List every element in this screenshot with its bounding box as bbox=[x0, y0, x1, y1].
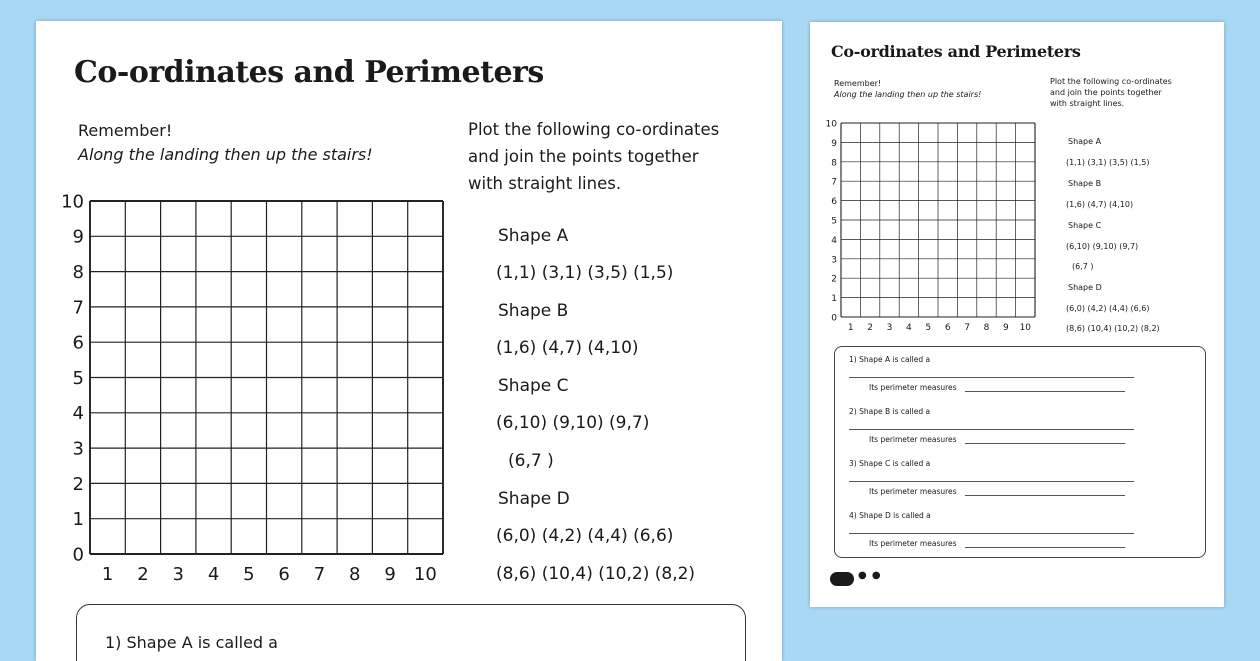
coordinate-grid bbox=[822, 114, 1047, 344]
question-3: 3) Shape C is called a bbox=[849, 459, 931, 468]
y-tick-label: 2 bbox=[831, 274, 837, 285]
shape-label: Shape A bbox=[498, 226, 569, 246]
answer-line bbox=[849, 533, 1134, 534]
shape-label: Shape A bbox=[1068, 137, 1102, 146]
y-tick-label: 7 bbox=[831, 177, 837, 188]
x-tick-label: 1 bbox=[847, 323, 854, 333]
instruction-line: and join the points together bbox=[1050, 88, 1162, 97]
answer-line bbox=[965, 547, 1125, 548]
shape-label: Shape C bbox=[498, 376, 569, 396]
answer-line bbox=[849, 377, 1134, 378]
remember-tip: Along the landing then up the stairs! bbox=[834, 90, 982, 99]
shape-coordinates: (6,7 ) bbox=[1072, 262, 1094, 271]
shape-label: Shape D bbox=[1068, 283, 1102, 292]
worksheet-page-thumbnail bbox=[810, 22, 1224, 607]
worksheet-page-large bbox=[36, 21, 782, 661]
shape-coordinates: (1,6) (4,7) (4,10) bbox=[1066, 200, 1134, 209]
y-tick-label: 10 bbox=[61, 193, 84, 213]
remember-label: Remember! bbox=[834, 79, 882, 88]
answer-line bbox=[965, 495, 1125, 496]
y-tick-label: 6 bbox=[72, 332, 84, 354]
shape-coordinates: (1,1) (3,1) (3,5) (1,5) bbox=[496, 263, 674, 283]
x-tick-label: 9 bbox=[384, 564, 396, 585]
perimeter-label: Its perimeter measures bbox=[869, 383, 957, 392]
y-tick-label: 5 bbox=[831, 216, 837, 227]
y-tick-label: 3 bbox=[831, 255, 837, 266]
shape-coordinates: (6,10) (9,10) (9,7) bbox=[1066, 242, 1139, 251]
x-tick-label: 8 bbox=[349, 564, 361, 585]
question-1: 1) Shape A is called a bbox=[849, 355, 931, 364]
remember-note bbox=[78, 119, 373, 167]
answer-line bbox=[965, 443, 1125, 444]
remember-note bbox=[834, 78, 981, 100]
y-tick-label: 9 bbox=[72, 226, 84, 248]
perimeter-label: Its perimeter measures bbox=[869, 435, 957, 444]
x-tick-label: 9 bbox=[1003, 323, 1009, 333]
y-tick-label: 8 bbox=[72, 261, 84, 283]
answer-line bbox=[965, 391, 1125, 392]
instruction-line: with straight lines. bbox=[1050, 99, 1125, 108]
y-tick-label: 10 bbox=[825, 119, 837, 130]
x-tick-label: 6 bbox=[944, 323, 951, 333]
x-tick-label: 10 bbox=[413, 564, 437, 585]
shape-coordinates: (8,6) (10,4) (10,2) (8,2) bbox=[1066, 324, 1160, 333]
publisher-logo bbox=[830, 572, 854, 586]
instruction-line: Plot the following co-ordinates bbox=[468, 120, 720, 139]
x-tick-label: 6 bbox=[278, 564, 290, 585]
shape-coordinates: (6,0) (4,2) (4,4) (6,6) bbox=[1066, 304, 1150, 313]
y-tick-label: 1 bbox=[72, 509, 84, 531]
shape-coordinates: (1,6) (4,7) (4,10) bbox=[496, 338, 639, 358]
instruction-line: with straight lines. bbox=[468, 174, 622, 193]
x-tick-label: 7 bbox=[313, 564, 326, 585]
shape-coordinates: (6,10) (9,10) (9,7) bbox=[496, 413, 650, 433]
y-tick-label: 9 bbox=[831, 138, 837, 149]
worksheet-title: Co-ordinates and Perimeters bbox=[831, 42, 1081, 61]
y-tick-label: 6 bbox=[831, 197, 837, 208]
y-tick-label: 0 bbox=[831, 313, 837, 324]
question-1: 1) Shape A is called a bbox=[105, 633, 278, 652]
remember-label: Remember! bbox=[78, 121, 173, 140]
instructions bbox=[1050, 76, 1215, 109]
question-box bbox=[76, 604, 746, 661]
answer-line bbox=[849, 429, 1134, 430]
answer-line bbox=[849, 481, 1134, 482]
y-tick-label: 2 bbox=[72, 473, 84, 495]
worksheet-title: Co-ordinates and Perimeters bbox=[74, 55, 544, 90]
y-tick-label: 4 bbox=[72, 403, 84, 425]
remember-tip: Along the landing then up the stairs! bbox=[78, 145, 373, 164]
instructions bbox=[468, 116, 768, 197]
y-tick-label: 4 bbox=[831, 235, 837, 246]
footer-dots: ● ● bbox=[858, 570, 882, 581]
y-tick-label: 8 bbox=[831, 158, 837, 169]
instruction-line: and join the points together bbox=[468, 147, 699, 166]
question-box bbox=[834, 346, 1206, 558]
y-tick-label: 7 bbox=[72, 297, 84, 319]
x-tick-label: 2 bbox=[867, 323, 873, 333]
shape-label: Shape D bbox=[498, 489, 570, 509]
y-tick-label: 3 bbox=[72, 438, 84, 460]
x-tick-label: 8 bbox=[983, 323, 990, 333]
x-tick-label: 10 bbox=[1019, 323, 1032, 333]
shape-coordinates: (6,0) (4,2) (4,4) (6,6) bbox=[496, 526, 674, 546]
perimeter-label: Its perimeter measures bbox=[869, 539, 957, 548]
shape-coordinates: (6,7 ) bbox=[508, 451, 554, 471]
y-tick-label: 5 bbox=[72, 367, 84, 389]
x-tick-label: 4 bbox=[906, 323, 912, 333]
coordinate-grid bbox=[61, 193, 481, 613]
x-tick-label: 5 bbox=[925, 323, 932, 333]
x-tick-label: 4 bbox=[207, 564, 220, 585]
x-tick-label: 5 bbox=[243, 564, 255, 585]
question-4: 4) Shape D is called a bbox=[849, 511, 931, 520]
x-tick-label: 3 bbox=[172, 564, 184, 585]
y-tick-label: 1 bbox=[831, 294, 837, 305]
shape-label: Shape C bbox=[1068, 221, 1102, 230]
x-tick-label: 7 bbox=[964, 323, 970, 333]
shape-coordinates: (1,1) (3,1) (3,5) (1,5) bbox=[1066, 158, 1150, 167]
perimeter-label: Its perimeter measures bbox=[869, 487, 957, 496]
x-tick-label: 1 bbox=[101, 564, 114, 585]
y-tick-label: 0 bbox=[72, 544, 84, 566]
question-2: 2) Shape B is called a bbox=[849, 407, 931, 416]
instruction-line: Plot the following co-ordinates bbox=[1050, 77, 1172, 86]
x-tick-label: 2 bbox=[137, 564, 149, 585]
shape-label: Shape B bbox=[498, 301, 569, 321]
x-tick-label: 3 bbox=[886, 323, 893, 333]
shape-coordinates: (8,6) (10,4) (10,2) (8,2) bbox=[496, 564, 696, 584]
shape-label: Shape B bbox=[1068, 179, 1102, 188]
